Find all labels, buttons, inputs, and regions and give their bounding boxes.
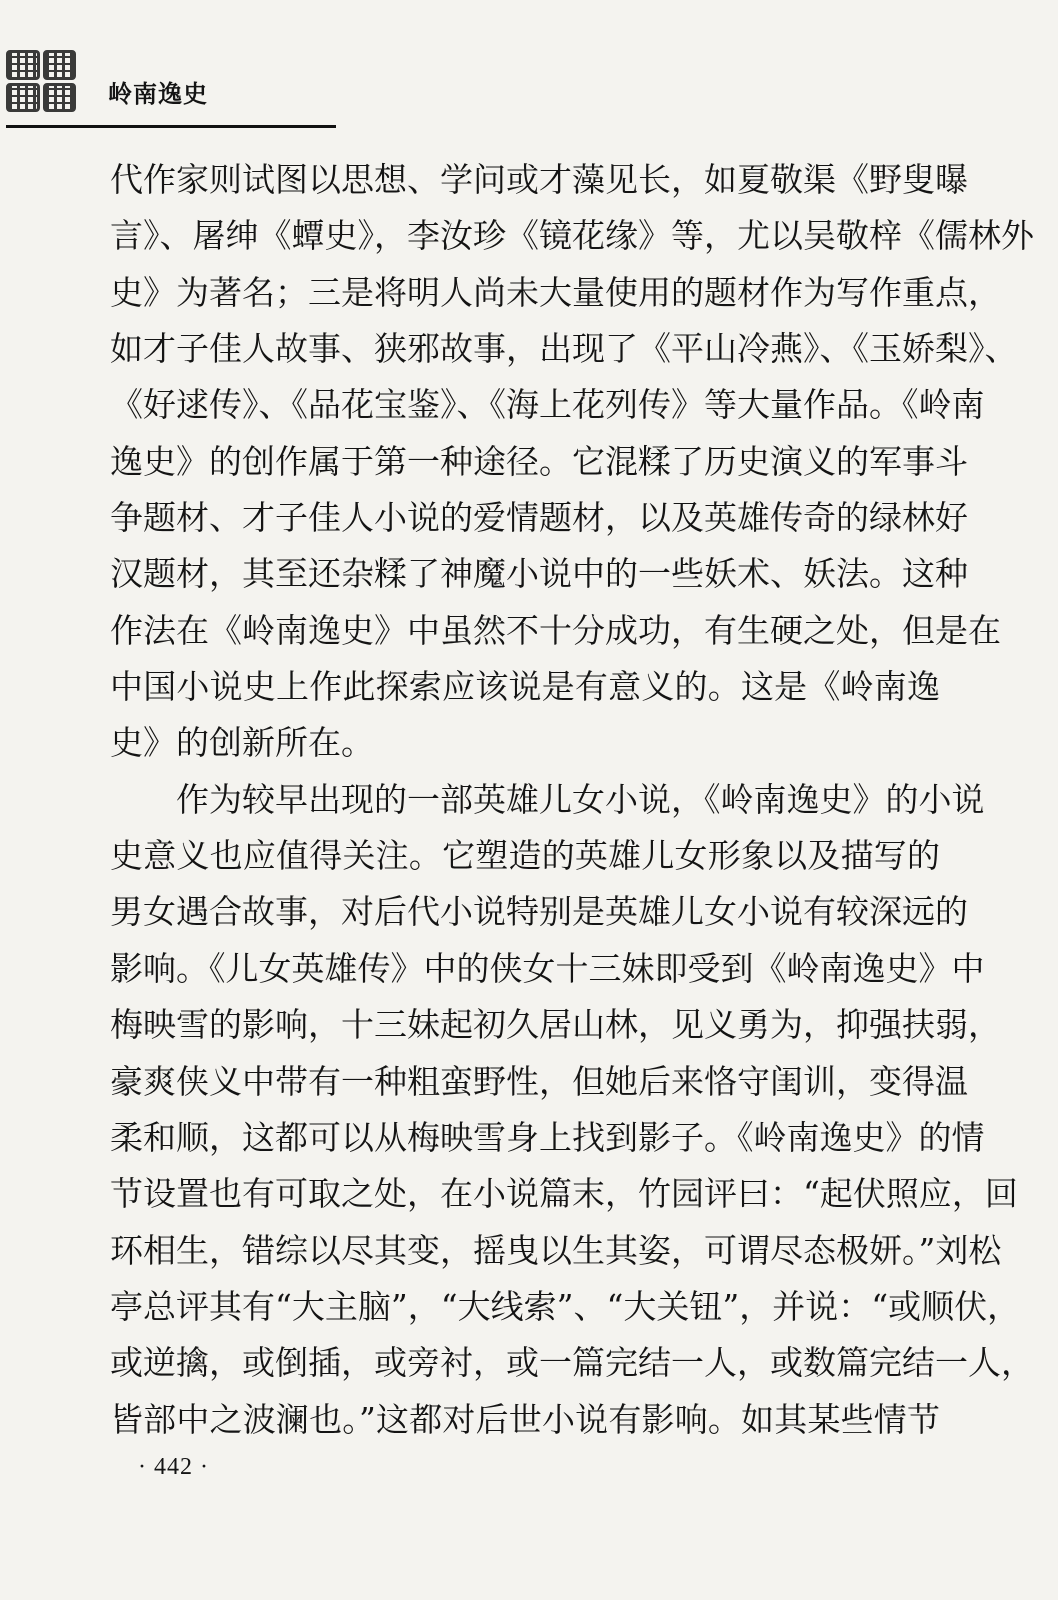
seal-glyph-1 xyxy=(6,50,40,80)
text-line: 影响。《儿女英雄传》中的侠女十三妹即受到《岭南逸史》中 xyxy=(110,948,985,988)
text-line: 汉题材，其至还杂糅了神魔小说中的一些妖术、妖法。这种 xyxy=(110,554,968,594)
text-line: 《好逑传》、《品花宝鉴》、《海上花列传》等大量作品。《岭南 xyxy=(110,385,985,425)
text-line: 史意义也应值得关注。它塑造的英雄儿女形象以及描写的 xyxy=(110,836,940,876)
text-line: 中国小说史上作此探索应该说是有意义的。这是《岭南逸 xyxy=(110,667,940,707)
text-line: 作法在《岭南逸史》中虽然不十分成功，有生硬之处，但是在 xyxy=(110,610,1001,650)
seal-glyph-3 xyxy=(6,83,40,113)
text-line: 史》的创新所在。 xyxy=(110,723,374,763)
text-line: 争题材、才子佳人小说的爱情题材，以及英雄传奇的绿林好 xyxy=(110,498,968,538)
seal-glyph-4 xyxy=(43,83,77,113)
text-line: 豪爽侠义中带有一种粗蛮野性，但她后来恪守闺训，变得温 xyxy=(110,1061,968,1101)
text-line: 逸史》的创作属于第一种途径。它混糅了历史演义的军事斗 xyxy=(110,441,968,481)
page-number: · 442 · xyxy=(138,1454,209,1480)
text-line: 梅映雪的影响，十三妹起初久居山林，见义勇为，抑强扶弱， xyxy=(110,1005,1001,1045)
text-line: 节设置也有可取之处，在小说篇末，竹园评曰：“起伏照应，回 xyxy=(110,1174,1018,1214)
seal-glyph-2 xyxy=(43,50,77,80)
body-text xyxy=(110,152,1034,1448)
text-line: 史》为著名；三是将明人尚未大量使用的题材作为写作重点， xyxy=(110,272,1001,312)
running-title: 岭南逸史 xyxy=(108,80,208,108)
header-rule xyxy=(6,125,336,128)
text-line: 如才子佳人故事、狭邪故事，出现了《平山冷燕》、《玉娇梨》、 xyxy=(110,329,1018,369)
text-line: 环相生，错综以尽其变，摇曳以生其姿，可谓尽态极妍。”刘松 xyxy=(110,1230,1002,1270)
text-line: 作为较早出现的一部英雄儿女小说，《岭南逸史》的小说 xyxy=(176,779,985,819)
text-line: 柔和顺，这都可以从梅映雪身上找到影子。《岭南逸史》的情 xyxy=(110,1117,985,1157)
series-seal-logo xyxy=(6,50,76,112)
text-line: 言》、屠绅《蟫史》，李汝珍《镜花缘》等，尤以吴敬梓《儒林外 xyxy=(110,216,1034,256)
text-line: 或逆擒，或倒插，或旁衬，或一篇完结一人，或数篇完结一人， xyxy=(110,1343,1034,1383)
text-line: 亭总评其有“大主脑”，“大线索”、“大关钮”，并说：“或顺伏， xyxy=(110,1286,1021,1326)
text-line: 男女遇合故事，对后代小说特别是英雄儿女小说有较深远的 xyxy=(110,892,968,932)
text-line: 皆部中之波澜也。”这都对后世小说有影响。如其某些情节 xyxy=(110,1399,940,1439)
text-line: 代作家则试图以思想、学问或才藻见长，如夏敬渠《野叟曝 xyxy=(110,160,968,199)
